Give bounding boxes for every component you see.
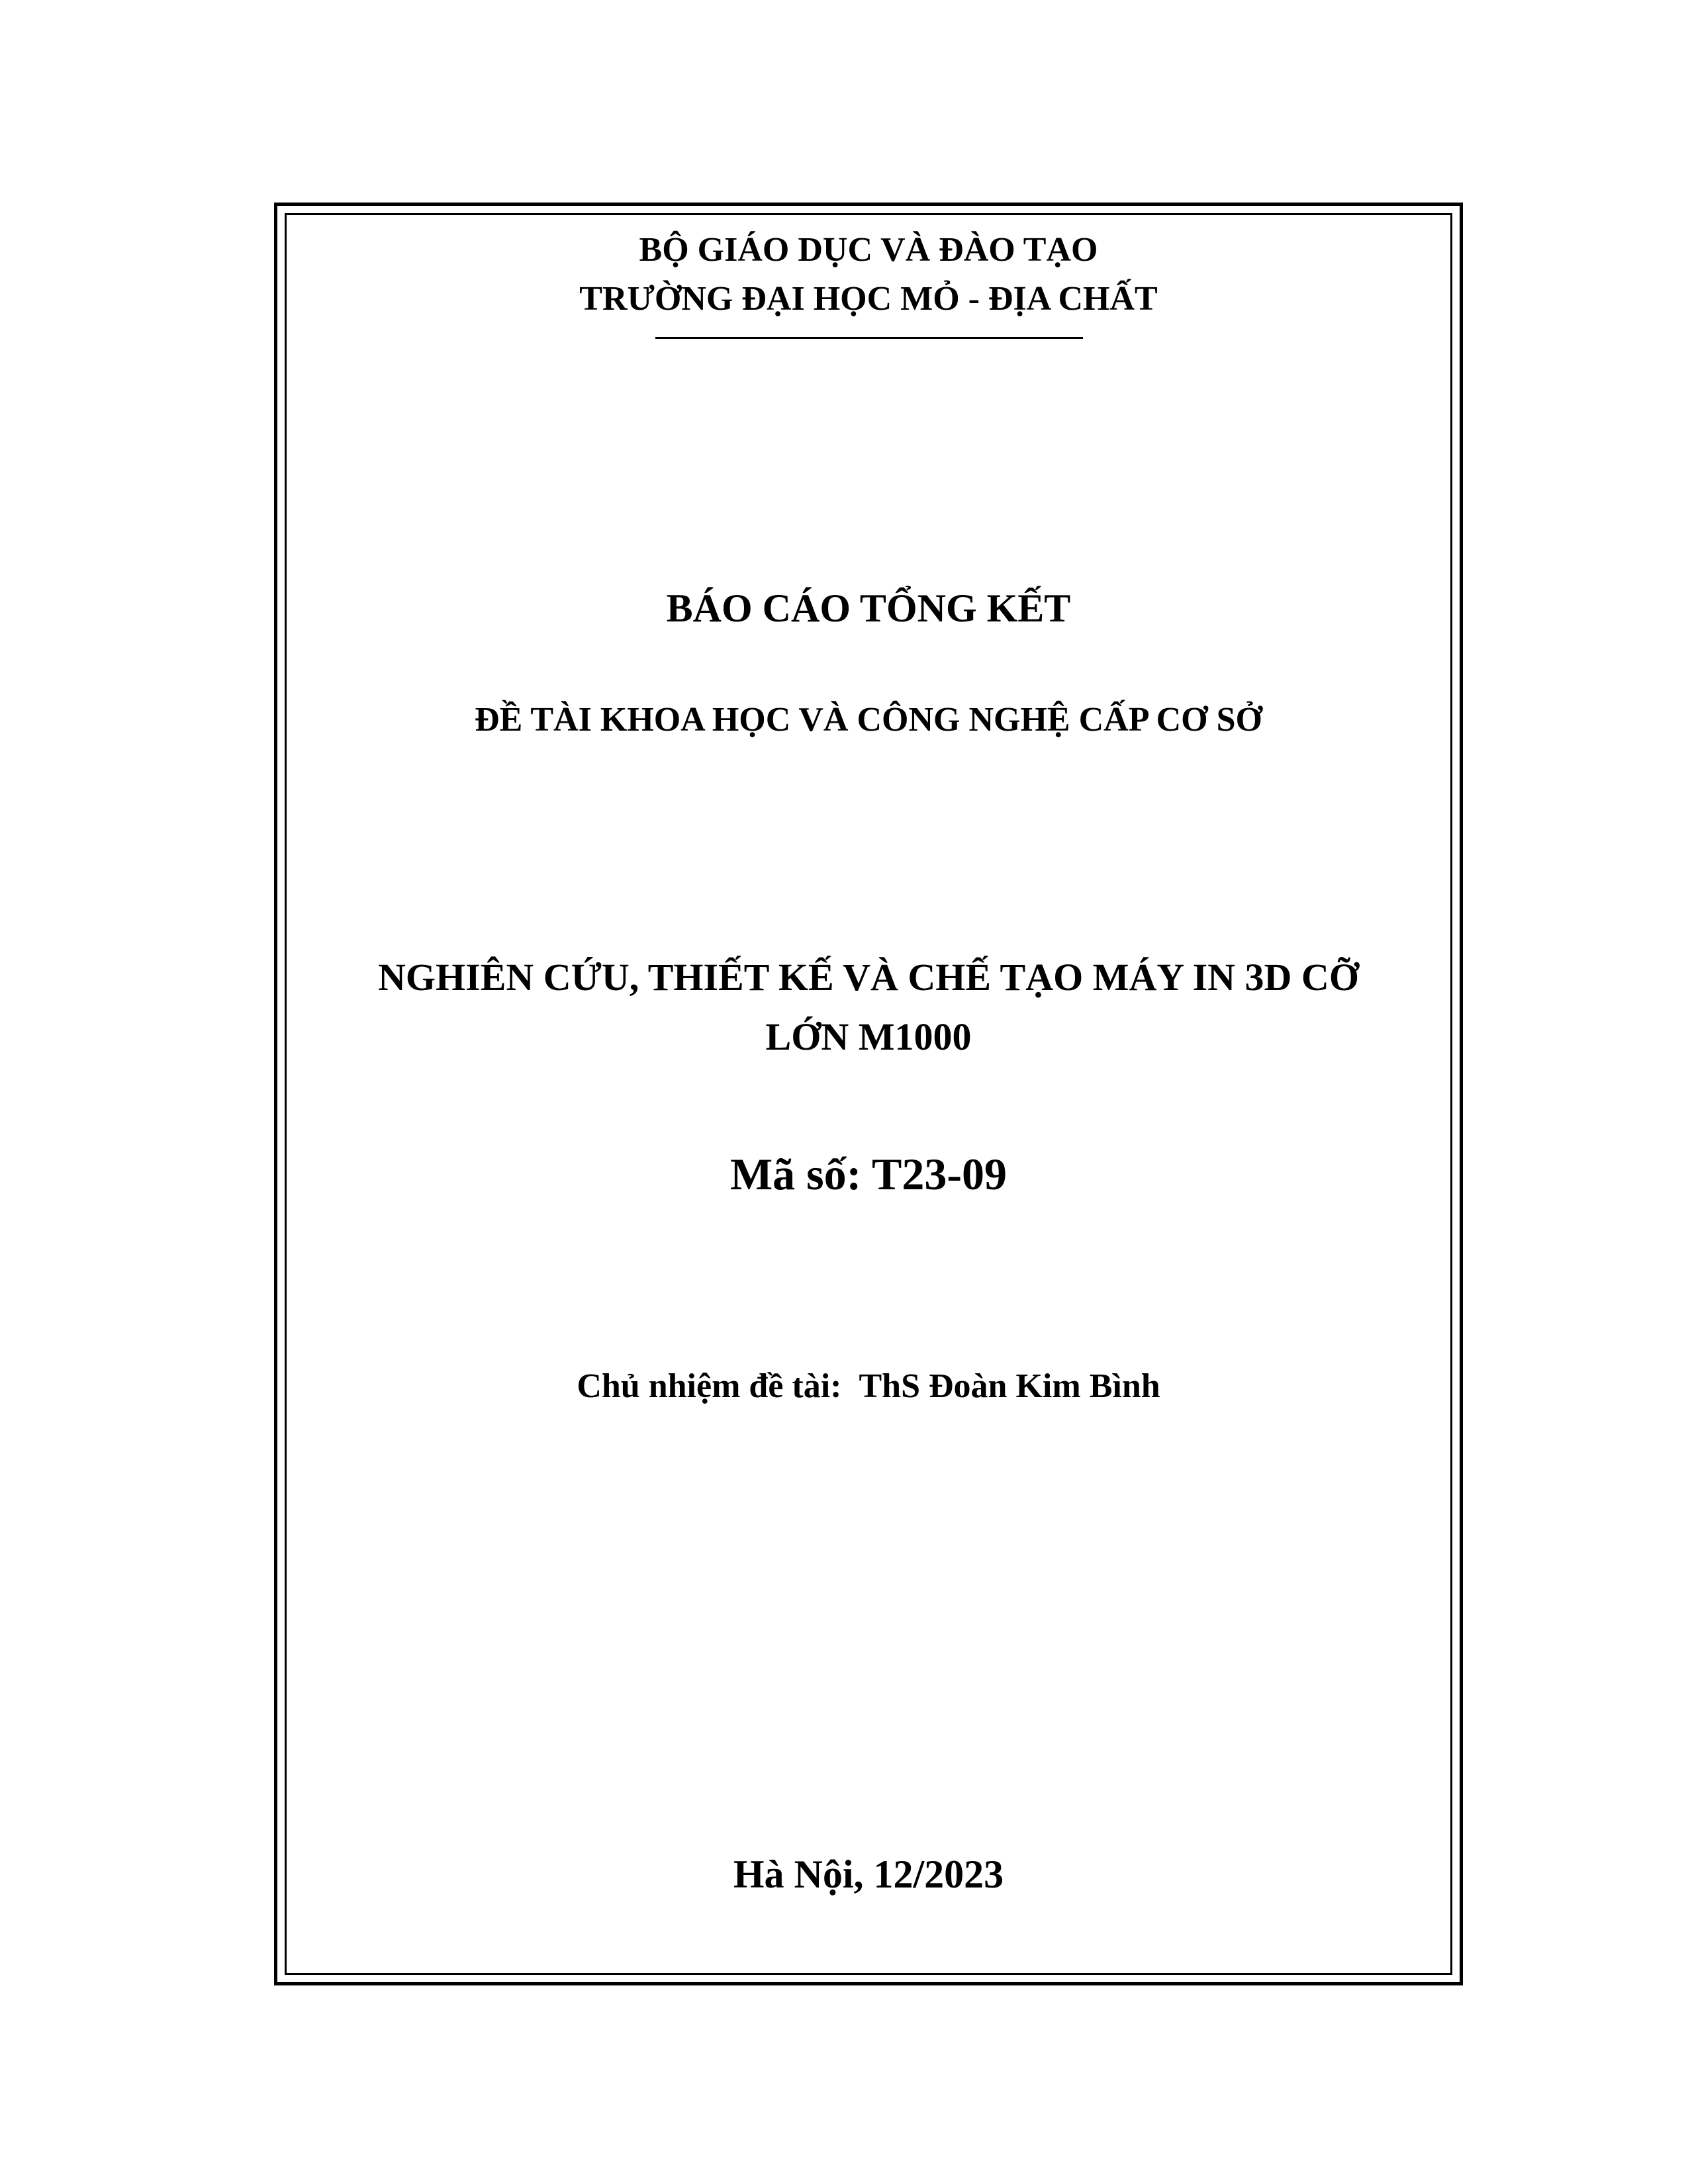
university-name: TRƯỜNG ĐẠI HỌC MỎ - ĐỊA CHẤT xyxy=(579,280,1158,318)
report-subtitle: ĐỀ TÀI KHOA HỌC VÀ CÔNG NGHỆ CẤP CƠ SỞ xyxy=(475,701,1262,739)
project-leader-name: ThS Đoàn Kim Bình xyxy=(859,1367,1160,1405)
project-leader-label: Chủ nhiệm đề tài: xyxy=(577,1367,842,1405)
project-title-line-1: NGHIÊN CỨU, THIẾT KẾ VÀ CHẾ TẠO MÁY IN 3D CỠ xyxy=(378,956,1359,999)
report-title: BÁO CÁO TỔNG KẾT xyxy=(666,586,1071,630)
project-leader xyxy=(285,1367,1452,1406)
page-border-inner xyxy=(285,213,1452,1975)
project-code: Mã số: T23-09 xyxy=(729,1149,1008,1199)
header-divider xyxy=(655,337,1083,339)
project-title-line-2: LỚN M1000 xyxy=(765,1015,972,1058)
place-and-date: Hà Nội, 12/2023 xyxy=(733,1852,1004,1896)
ministry-name: BỘ GIÁO DỤC VÀ ĐÀO TẠO xyxy=(639,231,1098,269)
